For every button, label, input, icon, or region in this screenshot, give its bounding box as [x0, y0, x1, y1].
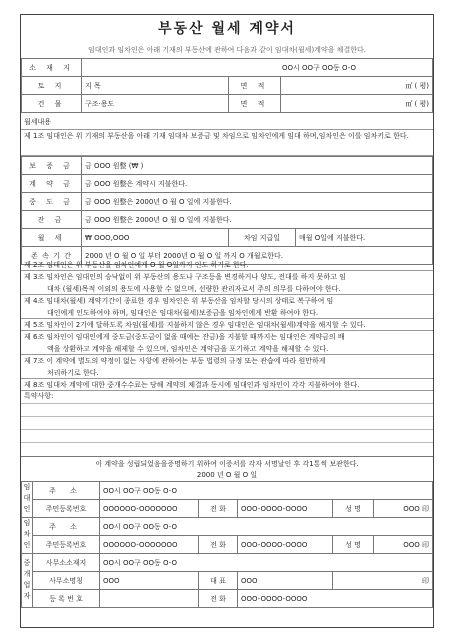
- clause-5: 제 5조 임차인이 2기에 달하도록 차임(월세)를 지불하지 않은 경우 임대인은 임대차(월세)계약을 해지할 수 있다.: [21, 319, 433, 331]
- section-title: 월세내용: [21, 114, 433, 130]
- rent-due-value: 매월 O일에 지불한다.: [296, 229, 433, 247]
- lessor-address-value: OO시 OO구 OO동 O-O: [100, 482, 433, 500]
- term-value: 2000 년 O 월 O 일 부터 2000년 O 월 O 일 까지 O 개월로한다.: [82, 247, 433, 265]
- building-label: 건 물: [22, 95, 82, 113]
- lessor-name-label: 성 명: [333, 500, 374, 518]
- down-payment-label: 계 약 금: [22, 175, 82, 193]
- agent-office-name-value: OOO: [100, 572, 199, 590]
- clause-4-line-1: 제 4조 임대차(월세) 계약기간이 종료한 경우 임차인은 위 부동산을 임차할 당시의 상태로 복구하여 임: [24, 297, 334, 305]
- clause-8: 제 8조 임대차 계약에 대한 중개수수료는 당해 계약의 체결과 동시에 임대인과 임차인이 각각 지불하여야 한다.: [21, 379, 433, 391]
- property-table: [21, 58, 433, 113]
- location-value: OO시 OO구 OO동 O-O: [82, 59, 433, 77]
- building-area-value: ㎡ ( 평): [281, 95, 433, 113]
- agent-office-address-label: 사무소소재지: [33, 554, 100, 572]
- special-terms-line: [21, 442, 433, 443]
- lessor-phone-label: 전 화: [199, 500, 238, 518]
- special-terms-line: [21, 416, 433, 417]
- land-label: 토 지: [22, 77, 82, 95]
- rent-value: ₩ OOO,OOO: [82, 229, 229, 247]
- clause-7-line-2: 처리하기로 한다.: [21, 367, 433, 379]
- lessor-name-value: OOO 印: [374, 500, 433, 518]
- rent-label: 월 세: [22, 229, 82, 247]
- agent-reg-label: 등 록 번 호: [33, 590, 100, 608]
- page-title: 부동산 월세 계약서: [158, 21, 296, 37]
- lessor-phone-value: OOO-OOOO-OOOO: [238, 500, 333, 518]
- clause-1: 제 1조 임대인은 위 기재의 부동산을 아래 기재 임대차 보증금 및 차임으로 임차인에게 임대 하며,임차인은 이를 임차키로 한다.: [21, 130, 433, 156]
- agent-phone-value: OOO-OOOO-OOOO: [238, 590, 433, 608]
- contract-page: [20, 14, 434, 628]
- special-terms-line: [21, 429, 433, 430]
- agent-office-name-label: 사무소명칭: [33, 572, 100, 590]
- down-payment-value: 금 OOO 원整은 계약시 지불한다.: [82, 175, 433, 193]
- lessee-phone-value: OOO-OOOO-OOOO: [238, 536, 333, 554]
- clause-2: 제 2조 임대인은 위 부동산을 임차인에게 O 월 O일까지 인도 하기로 한다.: [21, 259, 433, 271]
- rent-due-label: 차임 지급일: [229, 229, 296, 247]
- lessee-name-value: OOO 印: [374, 536, 433, 554]
- lessor-id-value: OOOOOO-OOOOOOO: [100, 500, 199, 518]
- lessor-address-label: 주 소: [33, 482, 100, 500]
- location-label: 소 재 지: [22, 59, 82, 77]
- clause-6-line-2: 액을 상환하고 계약을 해제할 수 있으며, 임차인은 계약금을 포기하고 계약을 해제할 수 있다.: [21, 343, 433, 355]
- clause-6-line-1: 제 6조 임차인이 임대인에게 중도금(중도금이 없을 때에는 잔금)을 지불할 때까지는 임대인은 계약금의 배: [24, 333, 345, 341]
- land-type-label: 지 목: [82, 77, 229, 95]
- building-area-label: 면 적: [229, 95, 281, 113]
- intro-text: 임대인과 임차인은 아래 기재의 부동산에 관하여 다음과 같이 임대차(월세)계약을 체결한다.: [88, 46, 366, 54]
- land-area-label: 면 적: [229, 77, 281, 95]
- deposit-label: 보 증 금: [22, 157, 82, 175]
- clause-3-line-1: 제 3조 임차인은 임대인의 승낙없이 위 부동산의 용도나 구조등을 변경하거나 양도, 전대를 하지 못하고 임: [24, 273, 346, 281]
- clause-list: [21, 259, 433, 391]
- agent-rep-label: 대 표: [199, 572, 238, 590]
- lessee-id-value: OOOOOO-OOOOOOO: [100, 536, 199, 554]
- agent-rep-seal: 印: [333, 572, 433, 590]
- lessor-id-label: 주민등록번호: [33, 500, 100, 518]
- special-terms-line: [21, 403, 433, 404]
- lessee-id-label: 주민등록번호: [33, 536, 100, 554]
- interim-payment-label: 중 도 금: [22, 193, 82, 211]
- lessee-address-value: OO시 OO구 OO동 O-O: [100, 518, 433, 536]
- deposit-value: 금 OOO 원整 (₩ ): [82, 157, 433, 175]
- agent-phone-label: 전 화: [199, 590, 238, 608]
- agent-reg-value: [100, 590, 199, 608]
- lessee-phone-label: 전 화: [199, 536, 238, 554]
- agent-group-label: 중개업자: [22, 554, 33, 608]
- lessee-group-label: 임차인: [23, 519, 31, 552]
- agent-rep-value: OOO: [238, 572, 333, 590]
- parties-table: [21, 481, 433, 608]
- special-terms-label: 특약사항:: [24, 392, 54, 400]
- clause-7-line-1: 제 7조 이 계약에 별도의 약정이 없는 사항에 관하여는 부동 법령의 규정 또는 관습에 따라 원만하게: [24, 357, 326, 365]
- land-area-value: ㎡ ( 평): [281, 77, 433, 95]
- contract-date: 2000 년 O 월 O 일: [196, 471, 258, 479]
- term-label: 존 속 기 간: [22, 247, 82, 265]
- agent-office-address-value: OO시 OO구 OO동 O-O: [100, 554, 433, 572]
- lessor-group-label: 임대인: [23, 483, 31, 516]
- interim-payment-value: 금 OOO 원整은 2000년 O 월 O 일에 지불한다.: [82, 193, 433, 211]
- witness-text: 이 계약을 성립되었음을증명하기 위하여 이증서를 각자 서명날인 후 각1통씩 보관한다.: [95, 460, 359, 468]
- special-terms-area: [21, 390, 433, 457]
- balance-label: 잔 금: [22, 211, 82, 229]
- balance-value: 금 OOO 원整은 2000년 O 월 O 일에 지불한다.: [82, 211, 433, 229]
- lessee-name-label: 성 명: [333, 536, 374, 554]
- lessee-address-label: 주 소: [33, 518, 100, 536]
- clause-4-line-2: 대인에게 인도하여야 하며, 임대인은 임대차(월세)보증금을 임차인에게 반환 하여야 한다.: [21, 307, 433, 319]
- clause-3-line-2: 대차 (월세)목적 이외의 용도에 사용할 수 없으며, 선량한 관리자로서 주의 의무를 다하여야 한다.: [21, 283, 433, 295]
- building-type-value: 구조·용도: [82, 95, 229, 113]
- payment-table: [21, 156, 433, 265]
